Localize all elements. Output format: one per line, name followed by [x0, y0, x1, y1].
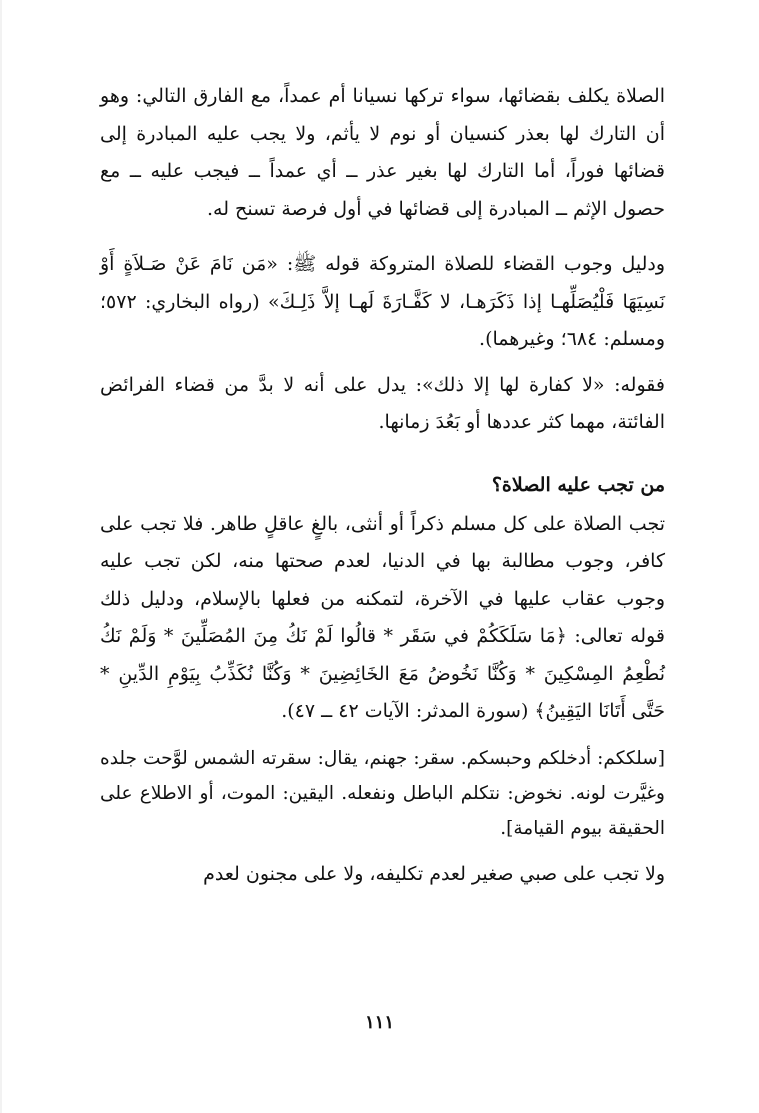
page-body [100, 78, 665, 893]
paragraph-who-must-pray: تجب الصلاة على كل مسلم ذكراً أو أنثى، بالغٍ عاقلٍ طاهر. فلا تجب على كافر، وجوب مطالبة بها في الدنيا، لعدم صحتها منه، لكن تجب عليه وجوب عقاب عليها في الآخرة، لتمكنه من فعلها بالإسلام، ودليل ذلك قوله تعالى: ﴿مَا سَلَكَكُمْ في سَقَر * قالُوا لَمْ نَكُ مِنَ المُصَلِّينَ * وَلَمْ نَكُ نُطْعِمُ المِسْكِينَ * وَكُنَّا نَخُوضُ مَعَ الخَائِضِينَ * وَكُنَّا نُكَذِّبُ بِيَوْمِ الدِّينِ * حَتَّى أَتَانَا اليَقِينُ﴾ (سورة المدثر: الآيات ٤٢ ــ ٤٧). [100, 512, 665, 722]
page-edge [0, 0, 2, 1113]
section-heading: من تجب عليه الصلاة؟ [491, 473, 665, 496]
glossary-note: [سلككم: أدخلكم وحبسكم. سقر: جهنم، يقال: سقرته الشمس لوَّحت جلده وغيَّرت لونه. نخوض: نتكلم الباطل ونفعله. اليقين: الموت، أو الاطلاع على الحقيقة بيوم القيامة]. [100, 747, 665, 839]
paragraph-exemptions: ولا تجب على صبي صغير لعدم تكليفه، ولا على مجنون لعدم [203, 862, 665, 885]
paragraph-evidence-hadith: ودليل وجوب القضاء للصلاة المتروكة قوله ﷺ: «مَن نَامَ عَنْ صَـلاَةٍ أَوْ نَسِيَهَا فَلْيُصَلِّهـا إذا ذَكَرَهـا، لا كَفَّـارَةَ لَهـا إلاَّ ذَلِـكَ» (رواه البخاري: ٥٧٢؛ ومسلم: ٦٨٤؛ وغيرهما). [100, 253, 665, 350]
paragraph-missed-prayer-rule: الصلاة يكلف بقضائها، سواء تركها نسيانا أم عمداً، مع الفارق التالي: وهو أن التارك لها بعذر كنسيان أو نوم لا يأثم، ولا يجب عليه المبادرة إلى قضائها فوراً، أما التارك لها بغير عذر ــ أي عمداً ــ فيجب عليه ــ مع حصول الإثم ــ المبادرة إلى قضائها في أول فرصة تسنح له. [100, 85, 665, 220]
paragraph-hadith-explanation: فقوله: «لا كفارة لها إلا ذلك»: يدل على أنه لا بدَّ من قضاء الفرائض الفائتة، مهما كثر عددها أو بَعُدَ زمانها. [100, 373, 665, 433]
page-number: ١١١ [364, 1012, 394, 1033]
